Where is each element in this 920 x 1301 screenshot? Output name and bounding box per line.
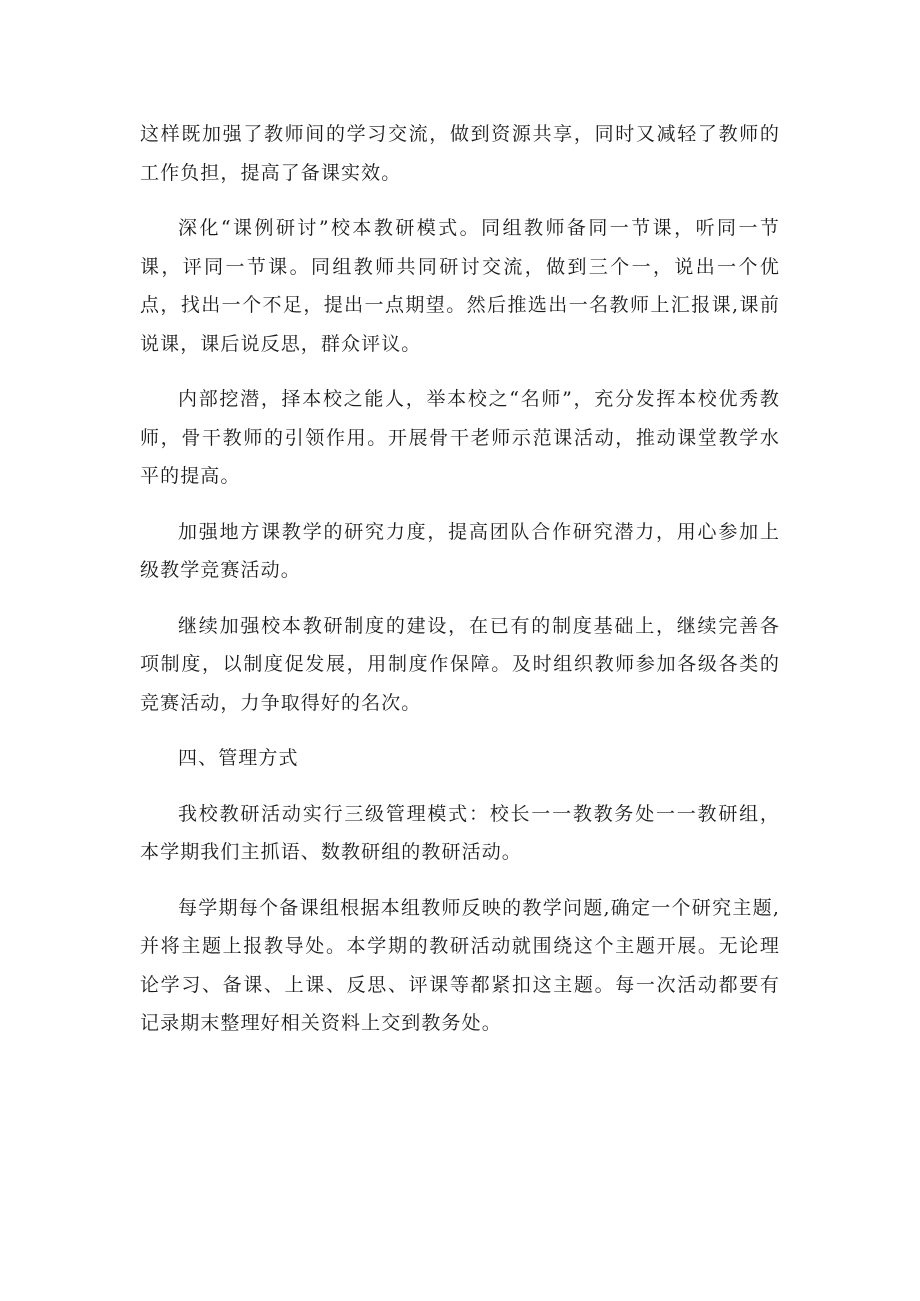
paragraph-internal-potential: 内部挖潜，择本校之能人，举本校之“名师”，充分发挥本校优秀教师，骨干教师的引领作用。开展骨干老师示范课活动，推动课堂教学水平的提高。 <box>140 388 780 487</box>
paragraph-system-building: 继续加强校本教研制度的建设，在已有的制度基础上，继续完善各项制度，以制度促发展，用制度作保障。及时组织教师参加各级各类的竞赛活动，力争取得好的名次。 <box>140 614 780 714</box>
paragraph-continuation: 这样既加强了教师间的学习交流，做到资源共享，同时又减轻了教师的工作负担，提高了备课实效。 <box>140 123 780 184</box>
paragraph-management-model: 我校教研活动实行三级管理模式：校长一一教教务处一一教研组，本学期我们主抓语、数教研组的教研活动。 <box>140 802 780 863</box>
document-body <box>140 115 780 1060</box>
paragraph-lesson-study: 深化“课例研讨”校本教研模式。同组教师备同一节课，听同一节课，评同一节课。同组教师共同研讨交流，做到三个一，说出一个优点，找出一个不足，提出一点期望。然后推选出一名教师上汇报课,课前说课，课后说反思，群众评议。 <box>140 217 780 355</box>
paragraph-local-curriculum: 加强地方课教学的研究力度，提高团队合作研究潜力，用心参加上级教学竞赛活动。 <box>140 520 780 581</box>
section-heading: 四、管理方式 <box>178 747 299 769</box>
paragraph-research-topic: 每学期每个备课组根据本组教师反映的教学问题,确定一个研究主题,并将主题上报教导处。本学期的教研活动就围绕这个主题开展。无论理论学习、备课、上课、反思、评课等都紧扣这主题。每一次活动都要有记录期末整理好相关资料上交到教务处。 <box>140 896 780 1034</box>
